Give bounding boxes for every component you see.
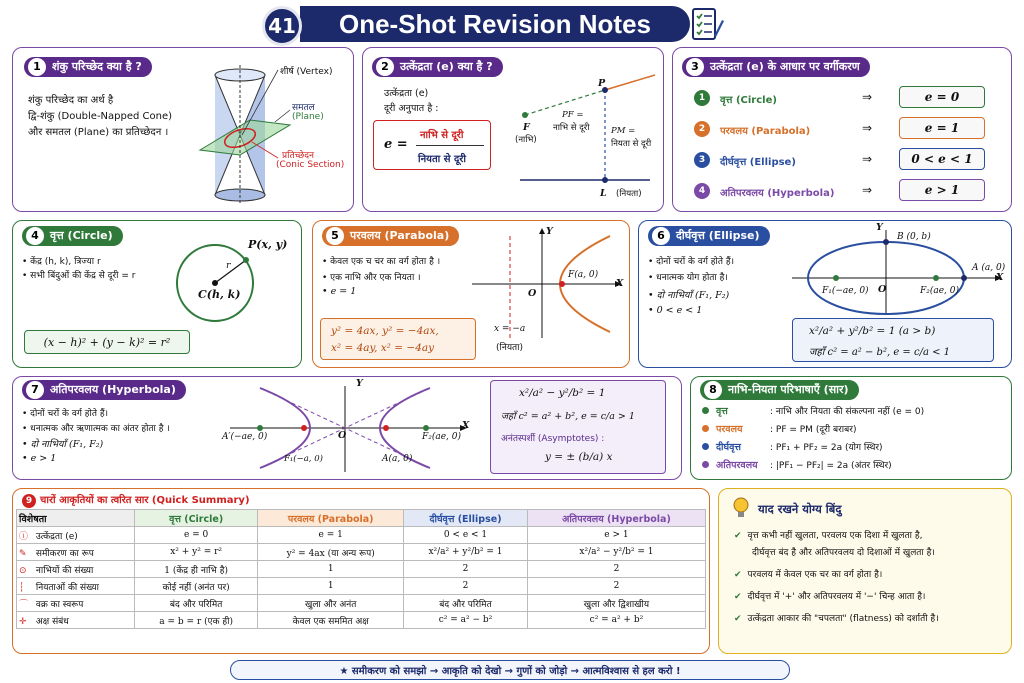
table-cell: x² + y² = r² [135,544,258,561]
table-row-label: ┆ नियताओं की संख्या [17,578,135,595]
definition-text: : |PF₁ − PF₂| = 2a (अंतर स्थिर) [770,461,892,471]
parabola-x-axis: X [616,278,624,289]
point-p-label: P [598,78,606,89]
ellipse-focus-1: F₁(−ae, 0) [822,286,869,296]
implies-icon: ⇒ [862,183,873,197]
class-row-num: 3 [694,152,710,168]
ellipse-origin: O [878,284,887,295]
hyperbola-label-a: A(a, 0) [382,454,413,464]
check-icon: ✔ [734,570,742,580]
section-7-title: 7 अतिपरवलय (Hyperbola) [22,380,186,400]
ellipse-bullet-1: • दोनों चरों के वर्ग होते हैं। [648,257,735,267]
vertex-label: शीर्ष (Vertex) [280,67,333,77]
table-cell: e = 1 [258,527,404,544]
parabola-equations: y² = 4ax, y² = −4ax, x² = 4ay, x² = −4ay [320,318,476,360]
directrix-label-hi: (नियता) [616,189,642,199]
table-cell: बंद और परिमित [135,595,258,612]
parabola-focus: F(a, 0) [568,270,599,280]
section-6-title: 6 दीर्घवृत्त (Ellipse) [648,226,770,246]
hyperbola-label-f2: F₂(ae, 0) [422,432,462,442]
table-row-label: ⊙ नाभियों की संख्या [17,561,135,578]
section-3-title: 3 उत्केंद्रता (e) के आधार पर वर्गीकरण [682,57,870,77]
table-row-label: ⓘ उत्केंद्रता (e) [17,527,135,544]
class-row-name: परवलय (Parabola) [720,126,811,137]
ellipse-vertex-b: B (0, b) [897,232,931,242]
class-row-value: 0 < e < 1 [899,148,985,170]
section-label-en: (Conic Section) [276,160,345,170]
section-1-title: 1 शंकु परिच्छेद क्या है ? [24,57,152,77]
s1-text-3: और समतल (Plane) का प्रतिच्छेदन । [28,127,169,138]
s1-text-1: शंकु परिच्छेद का अर्थ है [28,95,114,106]
table-cell: c² = a² − b² [404,612,528,629]
s1-text-2: द्वि-शंकु (Double-Napped Cone) [28,111,173,122]
implies-icon: ⇒ [862,90,873,104]
table-row [17,527,706,544]
table-cell: खुला और अनंत [258,595,404,612]
table-cell: x²/a² + y²/b² = 1 [404,544,528,561]
table-cell: x²/a² − y²/b² = 1 [527,544,705,561]
class-row-name: वृत्त (Circle) [720,95,777,106]
bullet-dot-icon [702,443,709,450]
definition-name: वृत्त [716,406,728,417]
check-icon: ✔ [734,614,742,624]
table-row-label: ⌒ वक्र का स्वरूप [17,595,135,612]
focus-label: F [523,122,530,133]
remember-point-3: दीर्घवृत्त में '+' और अतिपरवलय में '−' चिन्ह आता है। [747,592,926,602]
table-cell: 2 [404,578,528,595]
definition-text: : PF₁ + PF₂ = 2a (योग स्थिर) [770,443,883,453]
circle-bullet-2: • सभी बिंदुओं की केंद्र से दूरी = r [22,271,136,281]
table-cell: 1 (केंद्र ही नाभि है) [135,561,258,578]
lightbulb-icon [732,496,750,520]
eccentricity-formula: e = नाभि से दूरी नियता से दूरी [373,120,491,170]
table-cell: e = 0 [135,527,258,544]
section-label: प्रतिच्छेदन [282,151,314,161]
s2-text-1: उत्केंद्रता (e) [384,88,429,99]
pm-label: PM = [611,126,636,136]
table-row-label: ✛ अक्ष संबंध [17,612,135,629]
table-row [17,561,706,578]
hyperbola-bullet-1: • दोनों चरों के वर्ग होते हैं। [22,409,109,419]
class-row-value: e = 0 [899,86,985,108]
definition-name: परवलय [716,424,743,435]
circle-equation: (x − h)² + (y − k)² = r² [24,330,190,354]
class-row-name: दीर्घवृत्त (Ellipse) [720,157,796,168]
circle-point-label: P(x, y) [248,238,288,251]
class-row-name: अतिपरवलय (Hyperbola) [720,188,835,199]
definition-text: : PF = PM (दूरी बराबर) [770,425,857,435]
table-header-cell: दीर्घवृत्त (Ellipse) [404,510,528,527]
s2-text-2: दूरी अनुपात है : [384,103,439,114]
definition-name: दीर्घवृत्त [716,442,741,453]
table-cell: 2 [404,561,528,578]
table-cell: e > 1 [527,527,705,544]
table-row-label: ✎ समीकरण का रूप [17,544,135,561]
bullet-dot-icon [702,407,709,414]
table-cell: c² = a² + b² [527,612,705,629]
ellipse-equation: x²/a² + y²/b² = 1 (a > b) जहाँ c² = a² − b², e = c/a < 1 [792,318,994,362]
hyperbola-y-axis: Y [356,378,363,389]
plane-label-en: (Plane) [292,112,324,122]
hyperbola-bullet-2: • धनात्मक और ऋणात्मक का अंतर होता है । [22,424,170,434]
remember-title: याद रखने योग्य बिंदु [758,502,842,516]
class-row-num: 4 [694,183,710,199]
class-row-num: 2 [694,121,710,137]
table-cell: खुला और द्विशाखीय [527,595,705,612]
bullet-dot-icon [702,425,709,432]
table-cell: 2 [527,578,705,595]
hyperbola-equation: x²/a² − y²/b² = 1 जहाँ c² = a² + b², e = c/a > 1 अनंतस्पर्शी (Asymptotes) : y = ± (b/a) x [490,380,666,474]
implies-icon: ⇒ [862,121,873,135]
implies-icon: ⇒ [862,152,873,166]
curve-icon: ⌒ [19,599,29,610]
page-title: One-Shot Revision Notes [300,6,690,42]
hyperbola-label-a1: A′(−ae, 0) [222,432,268,442]
table-cell: 1 [258,561,404,578]
class-row-value: e > 1 [899,179,985,201]
center-label: C(h, k) [198,288,241,301]
definition-name: अतिपरवलय [716,460,758,471]
hyperbola-bullet-3: • दो नाभियाँ (F₁, F₂) [22,439,104,450]
focus-label-hi: (नाभि) [515,135,537,145]
page-number-badge: 41 [262,6,302,46]
table-header-cell: वृत्त (Circle) [135,510,258,527]
table-header-cell: परवलय (Parabola) [258,510,404,527]
directrix-label: L [600,188,607,199]
parabola-y-axis: Y [546,226,553,237]
bullet-dot-icon [702,461,709,468]
check-icon: ✔ [734,531,742,541]
remember-point-4: उत्केंद्रता आकार की "चपलता" (flatness) को दर्शाती है। [747,614,939,624]
plane-label: समतल [292,103,315,113]
section-9-title: 9 चारों आकृतियों का त्वरित सार (Quick Summary) [22,492,250,508]
hyperbola-bullet-4: • e > 1 [22,453,57,464]
parabola-bullet-2: • एक नाभि और एक नियता । [322,273,421,283]
table-cell: y² = 4ax (या अन्य रूप) [258,544,404,561]
ellipse-x-axis: X [996,272,1004,283]
info-icon: ⓘ [19,531,29,542]
parabola-origin: O [528,288,537,299]
ellipse-vertex-a: A (a, 0) [972,263,1006,273]
section-5-title: 5 परवलय (Parabola) [322,226,459,246]
parabola-bullet-3: • e = 1 [322,286,357,297]
double-cone-diagram [190,60,350,210]
check-icon: ✔ [734,592,742,602]
table-header-cell: विशेषता [17,510,135,527]
radius-label: r [226,260,231,271]
parabola-bullet-1: • केवल एक च चर का वर्ग होता है । [322,257,441,267]
ellipse-bullet-3: • दो नाभियाँ (F₁, F₂) [648,290,730,301]
table-row [17,544,706,561]
ellipse-focus-2: F₂(ae, 0) [920,286,960,296]
parabola-directrix-hi: (नियता) [496,343,524,353]
footer-banner: ★ समीकरण को समझो → आकृति को देखो → गुणों को जोड़ो → आत्मविश्वास से हल करो ! [230,660,790,680]
remember-point-2: परवलय में केवल एक चर का वर्ग होता है। [747,570,883,580]
hyperbola-x-axis: X [462,420,470,431]
ellipse-y-axis: Y [876,222,883,233]
remember-point-1: वृत्त कभी नहीं खुलता, परवलय एक दिशा में खुलता है, [747,531,923,541]
pf-desc: नाभि से दूरी [553,123,590,133]
axis-icon: ✛ [19,616,27,627]
pencil-icon: ✎ [19,548,27,559]
table-cell: 1 [258,578,404,595]
class-row-num: 1 [694,90,710,106]
section-8-title: 8 नाभि-नियता परिभाषाएँ (सार) [700,380,859,400]
class-row-value: e = 1 [899,117,985,139]
table-cell: a = b = r (एक ही) [135,612,258,629]
table-cell: केवल एक सममित अक्ष [258,612,404,629]
table-row [17,612,706,629]
table-header-cell: अतिपरवलय (Hyperbola) [527,510,705,527]
table-row [17,595,706,612]
hyperbola-diagram [220,382,470,474]
table-row [17,578,706,595]
ellipse-bullet-4: • 0 < e < 1 [648,305,703,316]
remember-point-1b: दीर्घवृत्त बंद है और अतिपरवलय दो दिशाओं में खुलता है। [752,548,935,558]
section-2-title: 2 उत्केंद्रता (e) क्या है ? [372,57,503,77]
hyperbola-origin: O [338,430,347,441]
directrix-icon: ┆ [19,582,25,593]
circle-bullet-1: • केंद्र (h, k), त्रिज्या r [22,257,101,267]
section-4-title: 4 वृत्त (Circle) [22,226,123,246]
quick-summary-table [16,509,706,629]
table-cell: 0 < e < 1 [404,527,528,544]
checklist-icon [690,6,724,42]
hyperbola-label-f1: F₁(−a, 0) [284,454,323,464]
table-cell: कोई नहीं (अनंत पर) [135,578,258,595]
ellipse-bullet-2: • धनात्मक योग होता है। [648,273,728,283]
parabola-directrix: x = −a [494,324,526,334]
focus-icon: ⊙ [19,565,27,576]
table-cell: 2 [527,561,705,578]
definition-text: : नाभि और नियता की संकल्पना नहीं (e = 0) [770,407,925,417]
table-cell: बंद और परिमित [404,595,528,612]
pm-desc: नियता से दूरी [611,139,652,149]
pf-label: PF = [562,110,584,120]
